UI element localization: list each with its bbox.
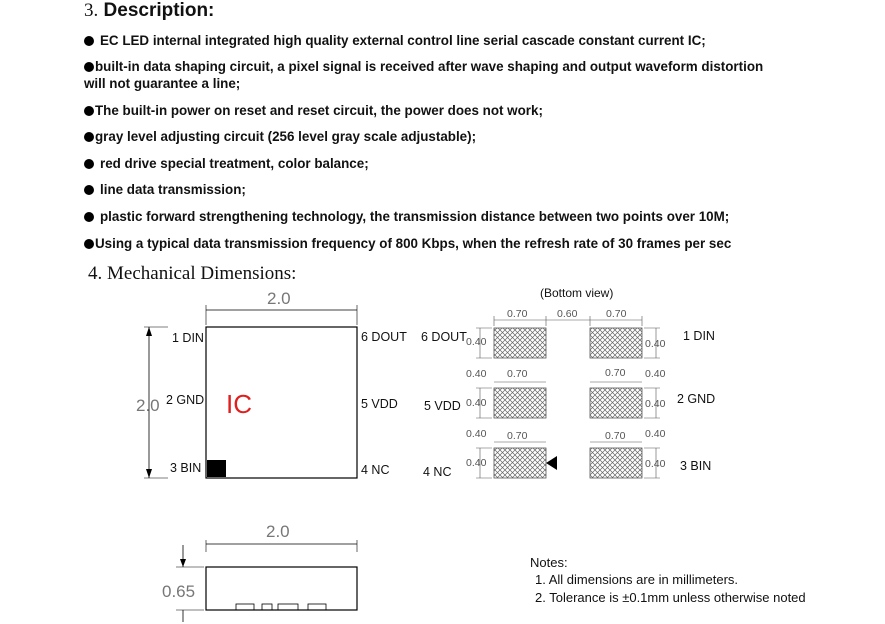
notes-title: Notes: [530, 555, 568, 570]
mechanical-title: 4. Mechanical Dimensions: [88, 263, 297, 284]
ic-label: IC [226, 389, 252, 419]
bottom-pin-label-left: 5 VDD [424, 399, 461, 413]
bottom-pin-label-right: 3 BIN [680, 459, 712, 473]
side-height-dim: 0.65 [162, 582, 196, 601]
pin-label-left: 1 DIN [172, 331, 204, 345]
bottom-pin-label-left: 6 DOUT [421, 330, 467, 344]
bottom-pin-label-right: 1 DIN [683, 329, 715, 343]
top-width-dim: 2.0 [267, 289, 291, 308]
pad-width-dim: 0.70 [605, 367, 626, 379]
pad-1 [590, 328, 642, 358]
pad-height-dim: 0.40 [645, 398, 666, 410]
side-view-drawing [176, 540, 357, 622]
pin-marker-triangle [546, 456, 557, 470]
bottom-view-drawing [476, 316, 660, 478]
pin-label-left: 3 BIN [170, 461, 202, 475]
pin-label-right: 4 NC [361, 463, 390, 477]
pad-height-dim: 0.40 [466, 336, 487, 348]
bullet-item: EC LED internal integrated high quality external control line serial cascade constant current IC; [84, 32, 864, 49]
bullet-item: built-in data shaping circuit, a pixel signal is received after wave shaping and output waveform distortion will not guarantee a line; [84, 59, 764, 91]
bottom-pin-label-left: 4 NC [423, 465, 452, 479]
pin-label-right: 5 VDD [361, 397, 398, 411]
pad-3 [590, 448, 642, 478]
bullet-item: plastic forward strengthening technology, the transmission distance between two points over 10M; [84, 208, 864, 225]
pin1-marker [207, 460, 226, 477]
pad-gap-dim: 0.40 [466, 428, 487, 440]
pin-label-right: 6 DOUT [361, 330, 407, 344]
side-width-dim: 2.0 [266, 522, 290, 541]
bottom-top-dim: 0.60 [557, 308, 578, 320]
bottom-pin-label-right: 2 GND [677, 392, 716, 406]
pad-height-dim: 0.40 [645, 458, 666, 470]
bullet-item: gray level adjusting circuit (256 level gray scale adjustable); [84, 128, 864, 145]
note-item: 1. All dimensions are in millimeters. [535, 572, 739, 587]
pad-height-dim: 0.40 [645, 338, 666, 350]
note-item: 2. Tolerance is ±0.1mm unless otherwise noted [535, 590, 806, 605]
pad-height-dim: 0.40 [466, 397, 487, 409]
bullet-item: The built-in power on reset and reset circuit, the power does not work; [84, 102, 864, 119]
bullet-item: red drive special treatment, color balance; [84, 155, 864, 172]
bottom-view-title: (Bottom view) [540, 286, 614, 300]
bottom-top-dim: 0.70 [507, 308, 528, 320]
bottom-top-dim: 0.70 [606, 308, 627, 320]
bullet-item: Using a typical data transmission frequency of 800 Kbps, when the refresh rate of 30 frames per sec [84, 235, 864, 252]
pad-gap-dim: 0.40 [645, 368, 666, 380]
pad-gap-dim: 0.40 [645, 428, 666, 440]
pad-width-dim: 0.70 [507, 368, 528, 380]
description-number: 3. [84, 0, 99, 21]
bullet-item: line data transmission; [84, 181, 864, 198]
description-title: Description: [103, 0, 215, 21]
pad-gap-dim: 0.40 [466, 368, 487, 380]
pad-4 [494, 448, 546, 478]
pin-label-left: 2 GND [166, 393, 205, 407]
pad-5 [494, 388, 546, 418]
pad-height-dim: 0.40 [466, 457, 487, 469]
pad-2 [590, 388, 642, 418]
top-height-dim: 2.0 [136, 396, 160, 415]
pad-6 [494, 328, 546, 358]
side-outline [206, 567, 357, 610]
pad-width-dim: 0.70 [507, 430, 528, 442]
pad-width-dim: 0.70 [605, 430, 626, 442]
